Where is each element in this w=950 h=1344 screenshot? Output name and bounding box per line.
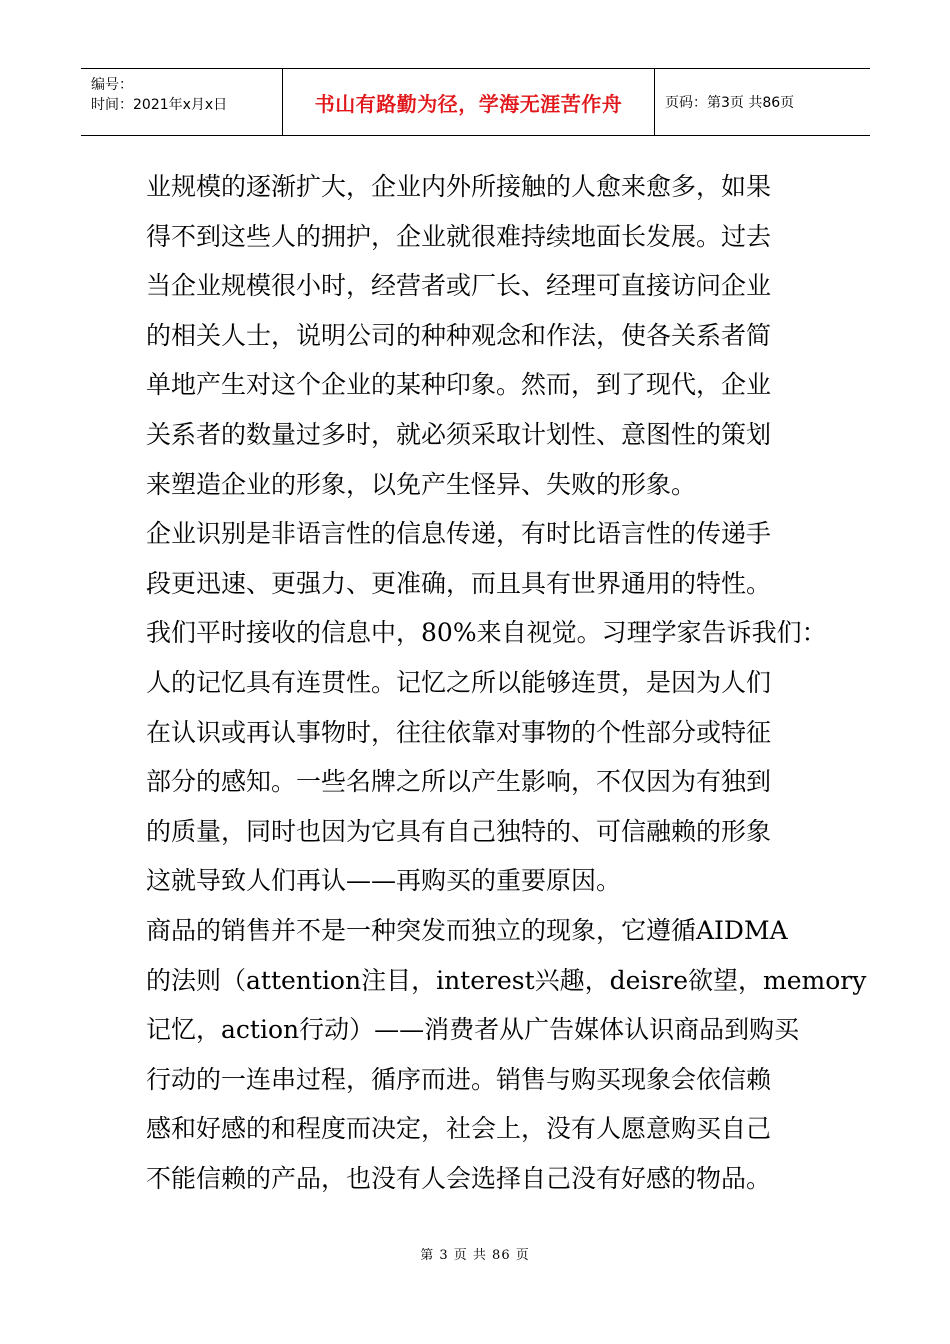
text-line: 记忆，action行动）——消费者从广告媒体认识商品到购买 [146,1015,800,1045]
text-line: 的法则（attention注目，interest兴趣，deisre欲望，memory [146,965,867,995]
text-line: 不能信赖的产品，也没有人会选择自己没有好感的物品。 [146,1163,772,1193]
document-body [146,162,867,1203]
text-line: 的相关人士，说明公司的种种观念和作法，使各关系者简 [146,320,772,350]
text-line: 我们平时接收的信息中，80%来自视觉。习理学家告诉我们： [146,618,827,648]
text-line: 来塑造企业的形象，以免产生怪异、失败的形象。 [146,469,697,499]
text-line: 当企业规模很小时，经营者或厂长、经理可直接访问企业 [146,271,772,301]
text-line: 单地产生对这个企业的某种印象。然而，到了现代，企业 [146,370,772,400]
text-line: 这就导致人们再认——再购买的重要原因。 [146,866,622,896]
text-line: 的质量，同时也因为它具有自己独特的、可信融赖的形象 [146,816,772,846]
serial-label: 编号： [91,77,133,93]
text-line: 人的记忆具有连贯性。记忆之所以能够连贯，是因为人们 [146,667,772,697]
text-line: 业规模的逐渐扩大，企业内外所接触的人愈来愈多，如果 [146,172,772,201]
text-line: 关系者的数量过多时，就必须采取计划性、意图性的策划 [146,419,772,449]
text-line: 行动的一连串过程，循序而进。销售与购买现象会依信赖 [146,1064,772,1094]
page-header [81,68,870,136]
header-motto: 书山有路勤为径，学海无涯苦作舟 [282,69,655,135]
text-line: 段更迅速、更强力、更准确，而且具有世界通用的特性。 [146,568,772,598]
text-line: 在认识或再认事物时，往往依靠对事物的个性部分或特征 [146,717,772,747]
text-line: 企业识别是非语言性的信息传递，有时比语言性的传递手 [146,519,772,549]
date-label: 时间：2021年x月x日 [91,97,228,113]
text-line: 部分的感知。一些名牌之所以产生影响，不仅因为有独到 [146,767,772,797]
text-line: 感和好感的和程度而决定，社会上，没有人愿意购买自己 [146,1114,772,1144]
text-line: 得不到这些人的拥护，企业就很难持续地面长发展。过去 [146,221,772,251]
header-meta [81,69,282,135]
page-footer: 第 3 页 共 86 页 [420,1248,530,1263]
text-line: 商品的销售并不是一种突发而独立的现象，它遵循AIDMA [146,915,788,945]
header-page-code: 页码：第3页 共86页 [665,95,795,111]
